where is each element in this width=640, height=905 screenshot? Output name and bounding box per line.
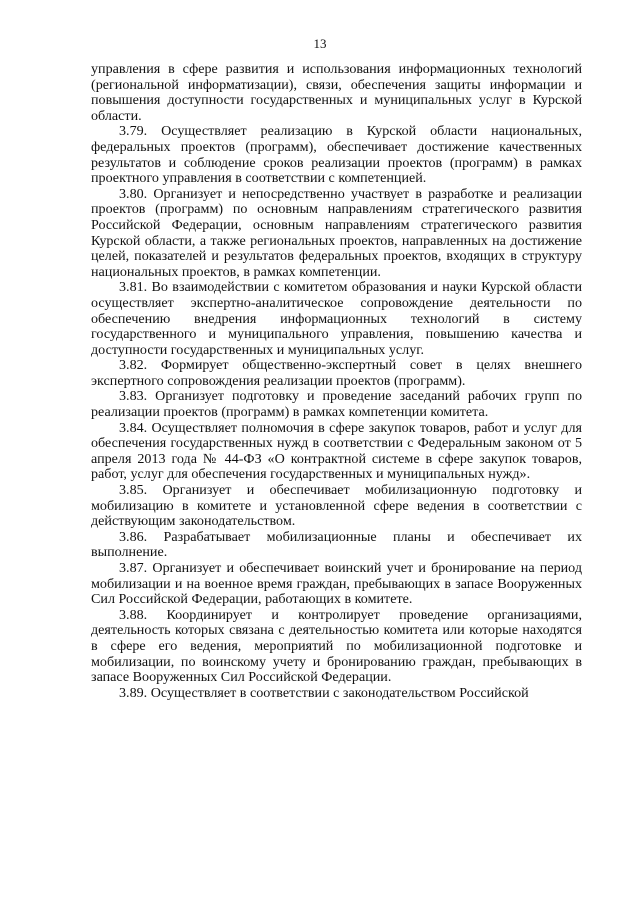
paragraph-3-84: 3.84. Осуществляет полномочия в сфере закупок товаров, работ и услуг для обеспечения государственных нужд в соответствии с Федеральным законом от 5 апреля 2013 года № 44-ФЗ «О контрактной системе в сфере закупок товаров, работ, услуг для обеспечения государственных и муниципальных нужд». xyxy=(91,419,582,483)
paragraph-3-81: 3.81. Во взаимодействии с комитетом образования и науки Курской области осуществляет экспертно-аналитическое сопровождение деятельности по обеспечению внедрения информационных технологий в систему государственного и муниципального управления, повышению качества и доступности государственных и муниципальных услуг. xyxy=(91,279,582,358)
paragraph-3-87: 3.87. Организует и обеспечивает воинский учет и бронирование на период мобилизации и на военное время граждан, пребывающих в запасе Вооруженных Сил Российской Федерации, работающих в комитете. xyxy=(91,560,582,608)
paragraph-continuation: управления в сфере развития и использования информационных технологий (региональной информатизации), связи, обеспечения защиты информации и повышения доступности государственных и муниципальных услуг в Курской области. xyxy=(91,61,582,124)
paragraph-3-82: 3.82. Формирует общественно-экспертный совет в целях внешнего экспертного сопровождения реализации проектов (программ). xyxy=(91,357,582,389)
paragraph-3-80: 3.80. Организует и непосредственно участвует в разработке и реализации проектов (программ) по основным направлениям стратегического развития Российской Федерации, основным направлениям стратегического развития Курской области, а также региональных проектов, направленных на достижение целей, показателей и результатов федеральных проектов, входящих в структуру национальных проектов, в рамках компетенции. xyxy=(91,185,582,280)
paragraph-3-89: 3.89. Осуществляет в соответствии с законодательством Российской xyxy=(119,684,529,701)
paragraph-3-86: 3.86. Разрабатывает мобилизационные планы и обеспечивает их выполнение. xyxy=(91,528,582,561)
paragraph-3-83: 3.83. Организует подготовку и проведение заседаний рабочих групп по реализации проектов (программ) в рамках компетенции комитета. xyxy=(91,388,582,421)
paragraph-3-85: 3.85. Организует и обеспечивает мобилизационную подготовку и мобилизацию в комитете и установленной сфере ведения в соответствии с действующим законодательством. xyxy=(91,482,582,530)
document-body xyxy=(91,62,582,701)
paragraph-3-79: 3.79. Осуществляет реализацию в Курской области национальных, федеральных проектов (программ), обеспечивает достижение качественных результатов и соблюдение сроков реализации проектов (программ) в рамках проектного управления в соответствии с компетенцией. xyxy=(91,123,582,187)
page-number: 13 xyxy=(313,36,327,51)
paragraph-3-88: 3.88. Координирует и контролирует проведение организациями, деятельность которых связана с деятельностью комитета или которые находятся в сфере его ведения, мероприятий по мобилизационной подготовке и мобилизации, по воинскому учету и бронированию граждан, пребывающих в запасе Вооруженных Сил Российской Федерации. xyxy=(91,606,582,686)
